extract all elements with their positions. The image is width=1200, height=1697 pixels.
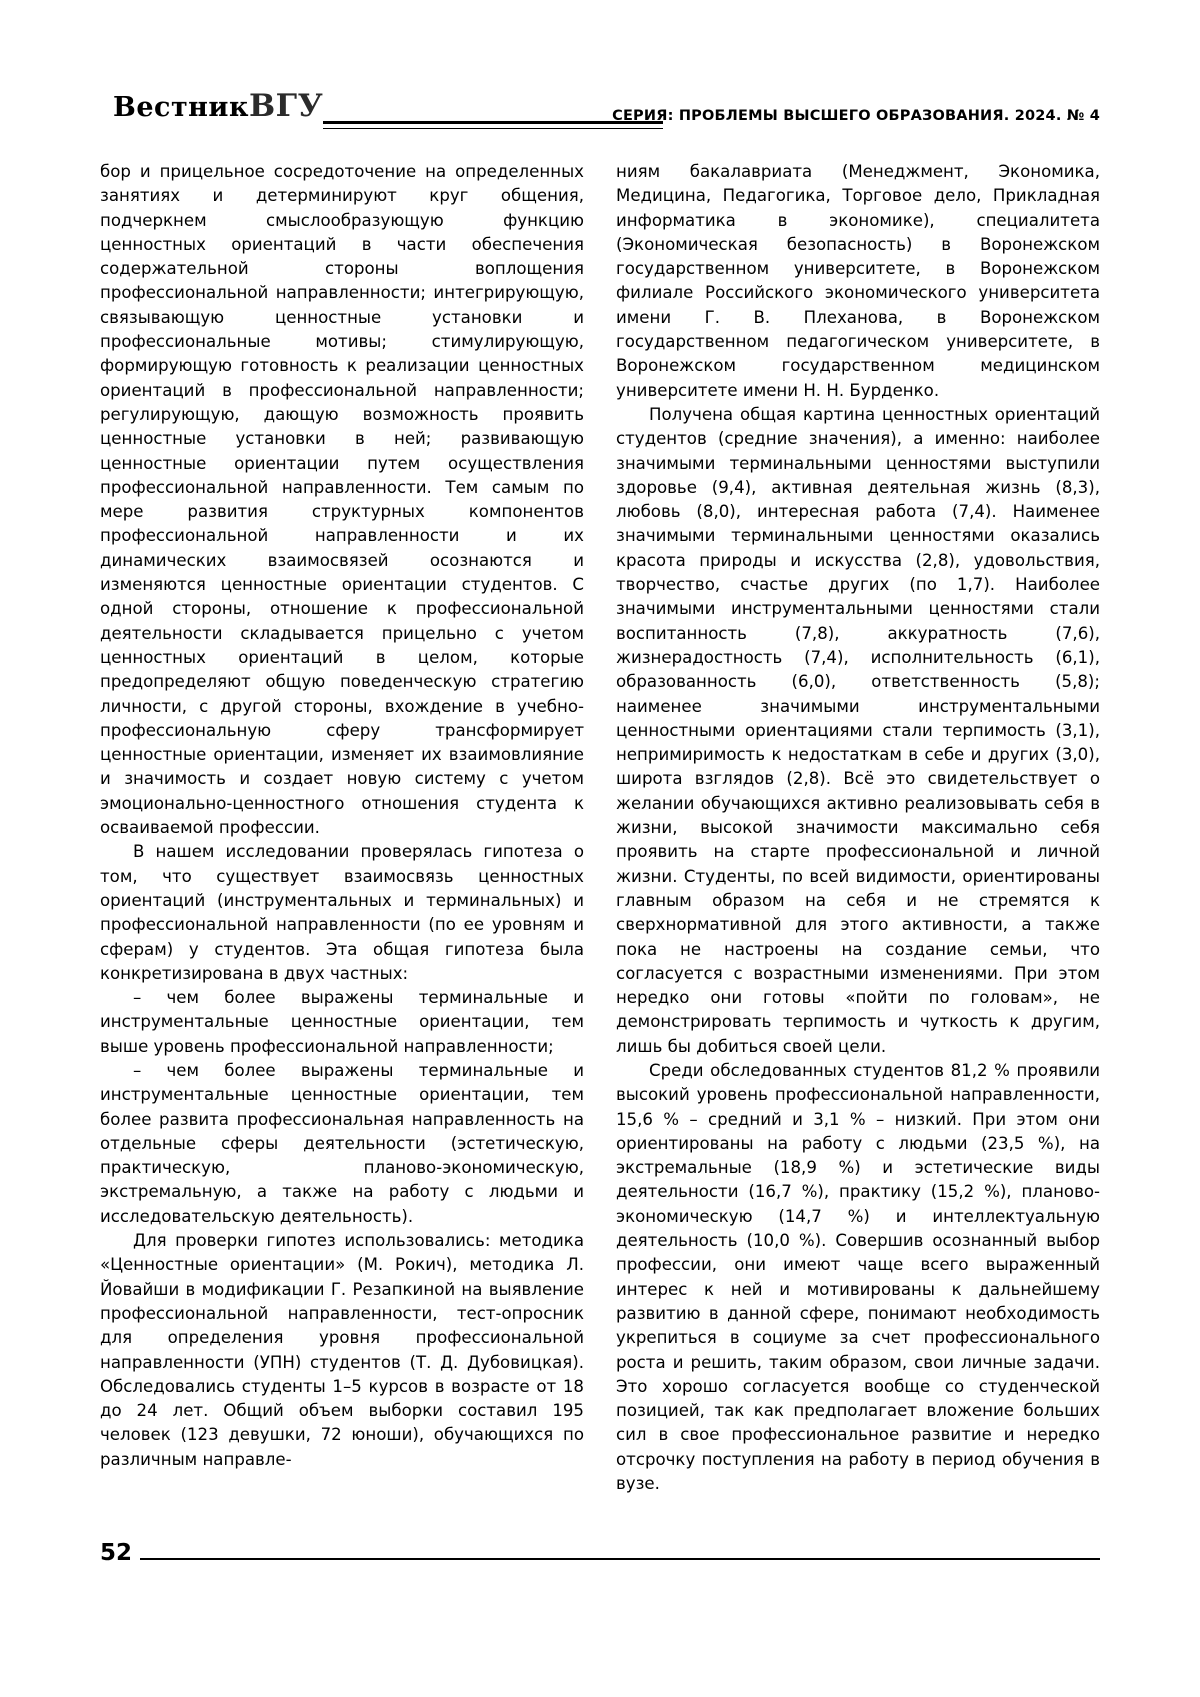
page-header — [100, 88, 1100, 140]
journal-title-abbrev: ВГУ — [248, 88, 324, 124]
journal-title — [113, 88, 323, 124]
paragraph: Среди обследованных студентов 81,2 % проявили высокий уровень профессиональной направленности, 15,6 % – средний и 3,1 % – низкий. При этом они ориентированы на работу с людьми (23,5 %), на экстремальные (18,9 %) и эстетические виды деятельности (16,7 %), практику (15,2 %), планово-экономическую (14,7 %) и интеллектуальную деятельность (10,0 %). Совершив осознанный выбор профессии, они имеют чаще всего выраженный интерес к ней и мотивированы к дальнейшему развитию в данной сфере, понимают необходимость укрепиться в социуме за счет профессионального роста и решить, таким образом, свои личные задачи. Это хорошо согласуется вообще со студенческой позицией, так как предполагает вложение больших сил в свое профессиональное развитие и нередко отсрочку поступления на работу в период обучения в вузе. — [616, 1060, 1100, 1494]
paragraph: – чем более выражены терминальные и инструментальные ценностные ориентации, тем выше уровень профессиональной направленности; — [100, 988, 584, 1056]
article-body — [100, 160, 1100, 1496]
paragraph: Для проверки гипотез использовались: методика «Ценностные ориентации» (М. Рокич), методика Л. Йовайши в модификации Г. Резапкиной на выявление профессиональной направленности, тест-опросник для определения уровня профессиональной направленности (УПН) студентов (Т. Д. Дубовицкая). Обследовались студенты 1–5 курсов в возрасте от 18 до 24 лет. Общий объем выборки составил 195 человек (123 девушки, 72 юноши), обучающихся по различным направле- — [100, 1231, 584, 1469]
header-divider-thin — [323, 128, 663, 129]
journal-title-main: Вестник — [113, 92, 249, 123]
column-right — [616, 160, 1100, 1496]
paragraph: В нашем исследовании проверялась гипотеза о том, что существует взаимосвязь ценностных ориентаций (инструментальных и терминальных) и профессиональной направленности (по ее уровням и сферам) у студентов. Эта общая гипотеза была конкретизирована в двух частных: — [100, 842, 584, 983]
paragraph: ниям бакалавриата (Менеджмент, Экономика, Медицина, Педагогика, Торговое дело, Прикладная информатика в экономике), специалитета (Экономическая безопасность) в Воронежском государственном университете, в Воронежском филиале Российского экономического университета имени Г. В. Плеханова, в Воронежском государственном педагогическом университете, в Воронежском государственном медицинском университете имени Н. Н. Бурденко. — [616, 162, 1100, 400]
paragraph: – чем более выражены терминальные и инструментальные ценностные ориентации, тем более развита профессиональная направленность на отдельные сферы деятельности (эстетическую, практическую, планово-экономическую, экстремальную, а также на работу с людьми и исследовательскую деятельность). — [100, 1060, 584, 1226]
page-number: 52 — [100, 1540, 133, 1566]
page-footer — [100, 1540, 1100, 1580]
footer-divider — [140, 1558, 1100, 1560]
paragraph: Получена общая картина ценностных ориентаций студентов (средние значения), а именно: наиболее значимыми терминальными ценностями выступили здоровье (9,4), активная деятельная жизнь (8,3), любовь (8,0), интересная работа (7,4). Наименее значимыми терминальными ценностями оказались красота природы и искусства (2,8), удовольствия, творчество, счастье других (по 1,7). Наиболее значимыми инструментальными ценностями стали воспитанность (7,8), аккуратность (7,6), жизнерадостность (7,4), исполнительность (6,1), образованность (6,0), ответственность (5,8); наименее значимыми инструментальными ценностными ориентациями стали терпимость (3,1), непримиримость к недостаткам в себе и других (3,0), широта взглядов (2,8). Всё это свидетельствует о желании обучающихся активно реализовывать себя в жизни, высокой значимости максимально себя проявить на старте профессиональной и личной жизни. Студенты, по всей видимости, ориентированы главным образом на себя и не стремятся к сверхнормативной для этого активности, а также пока не настроены на создание семьи, что согласуется с возрастными изменениями. При этом нередко они готовы «пойти по головам», не демонстрировать терпимость и чуткость к другим, лишь бы добиться своей цели. — [616, 404, 1100, 1056]
column-left — [100, 160, 584, 1496]
journal-series-line: СЕРИЯ: ПРОБЛЕМЫ ВЫСШЕГО ОБРАЗОВАНИЯ. 2024. № 4 — [612, 108, 1100, 124]
paragraph: бор и прицельное сосредоточение на определенных занятиях и детерминируют круг общения, подчеркнем смыслообразующую функцию ценностных ориентаций в части обеспечения содержательной стороны воплощения профессиональной направленности; интегрирующую, связывающую ценностные установки и профессиональные мотивы; стимулирующую, формирующую готовность к реализации ценностных ориентаций в профессиональной направленности; регулирующую, дающую возможность проявить ценностные установки в ней; развивающую ценностные ориентации путем осуществления профессиональной направленности. Тем самым по мере развития структурных компонентов профессиональной направленности и их динамических взаимосвязей осознаются и изменяются ценностные ориентации студентов. С одной стороны, отношение к профессиональной деятельности складывается прицельно с учетом ценностных ориентаций в целом, которые предопределяют общую поведенческую стратегию личности, с другой стороны, вхождение в учебно-профессиональную сферу трансформирует ценностные ориентации, изменяет их взаимовлияние и значимость и создает новую систему с учетом эмоционально-ценностного отношения студента к осваиваемой профессии. — [100, 162, 584, 838]
